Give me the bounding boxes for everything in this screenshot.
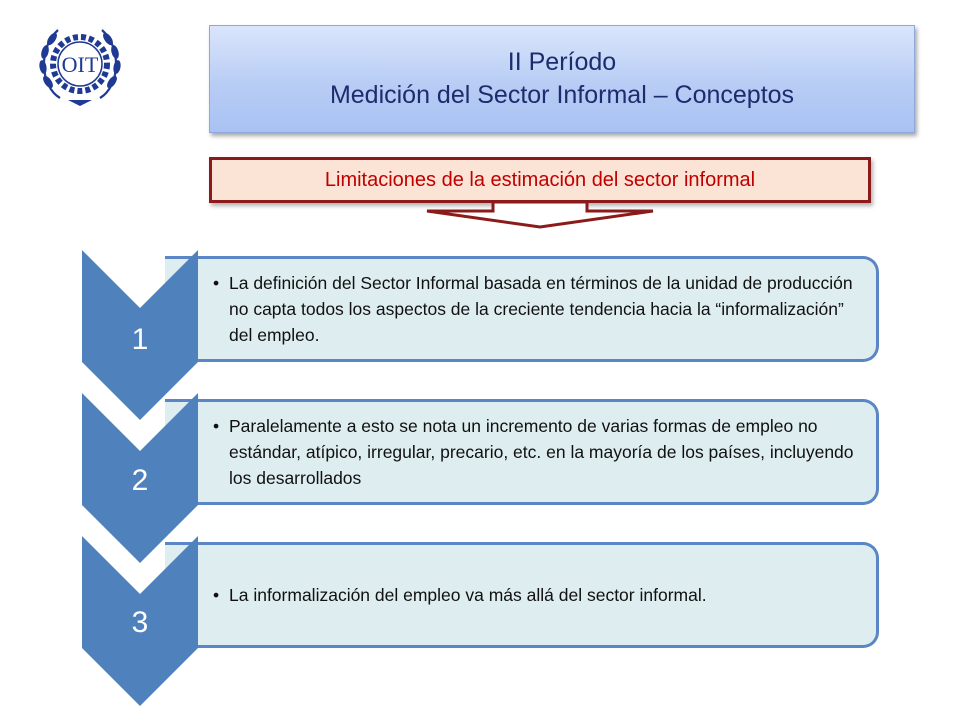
subtitle-text: Limitaciones de la estimación del sector informal (324, 168, 756, 191)
item-text-2: Paralelamente a esto se nota un incremento de varias formas de empleo no estándar, atípico, irregular, precario, etc. en la mayoría de los países, incluyendo los desarrollados (229, 416, 854, 488)
subtitle-box (209, 157, 871, 203)
item-text-3: La informalización del empleo va más allá del sector informal. (229, 585, 707, 605)
item-box-3 (165, 542, 879, 648)
step-number-1: 1 (131, 323, 149, 356)
item-box-1 (165, 256, 879, 362)
down-arrow-icon (425, 200, 655, 230)
ilo-logo-icon (34, 20, 126, 108)
step-number-3: 3 (131, 606, 149, 639)
item-box-2 (165, 399, 879, 505)
title-line-2: Medición del Sector Informal – Conceptos (329, 81, 795, 109)
item-bullet-3 (213, 582, 707, 608)
title-line-1: II Período (507, 48, 617, 76)
bullet-dot: • (213, 273, 220, 293)
item-bullet-2 (213, 413, 862, 491)
logo-text: OIT (61, 52, 99, 77)
bullet-dot: • (213, 416, 220, 436)
item-bullet-1 (213, 270, 862, 348)
item-text-1: La definición del Sector Informal basada en términos de la unidad de producción no capta todos los aspectos de la creciente tendencia hacia la “informalización” del empleo. (229, 273, 853, 345)
title-box (209, 25, 915, 133)
bullet-dot: • (213, 585, 220, 605)
step-number-2: 2 (131, 464, 149, 497)
